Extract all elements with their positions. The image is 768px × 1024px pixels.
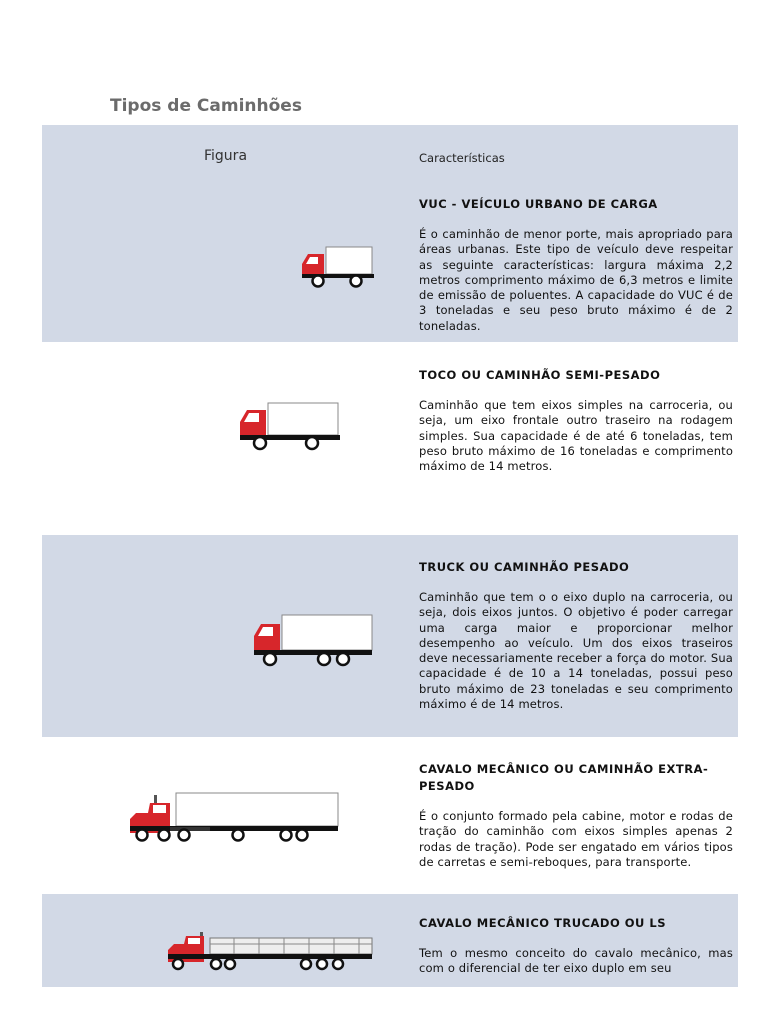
section-heading: TRUCK OU CAMINHÃO PESADO bbox=[419, 560, 630, 574]
section-text: Tem o mesmo conceito do cavalo mecânico, mas com o diferencial de ter eixo duplo em seu bbox=[419, 946, 733, 976]
page-title: Tipos de Caminhões bbox=[110, 96, 302, 116]
flatbed-semi-truck-icon bbox=[164, 930, 378, 974]
section-cavalo-trucado bbox=[419, 915, 733, 977]
section-text: É o conjunto formado pela cabine, motor e rodas de tração do caminhão com eixos simples apenas 2 rodas de tração). Pode ser engatado em vários tipos de carretas e semi-reboques, para transporte. bbox=[419, 809, 733, 869]
section-text: É o caminhão de menor porte, mais apropriado para áreas urbanas. Este tipo de veículo deve respeitar as seguinte características: largura máxima 2,2 metros comprimento máximo de 6,3 metros e limite de emissão de poluentes. A capacidade do VUC é de 3 toneladas e seu peso bruto máximo é de 2 toneladas. bbox=[419, 227, 733, 333]
section-text: Caminhão que tem eixos simples na carroceria, ou seja, um eixo frontale outro traseiro na rodagem simples. Sua capacidade é de até 6 toneladas, tem peso bruto máximo de 16 toneladas e comprimento máximo de 14 metros. bbox=[419, 398, 733, 474]
medium-truck-icon bbox=[236, 402, 342, 452]
section-heading: CAVALO MECÂNICO TRUCADO OU LS bbox=[419, 916, 666, 930]
section-heading: CAVALO MECÂNICO OU CAMINHÃO EXTRA-PESADO bbox=[419, 762, 709, 793]
section-truck bbox=[419, 559, 733, 712]
small-truck-icon bbox=[298, 246, 376, 290]
semi-trailer-truck-icon bbox=[126, 791, 342, 845]
column-header-figure: Figura bbox=[204, 148, 248, 164]
section-text: Caminhão que tem o o eixo duplo na carroceria, ou seja, dois eixos juntos. O objetivo é poder carregar uma carga maior e proporcionar melhor desempenho ao veículo. Um dos eixos traseiros deve necessariamente receber a força do motor. Sua capacidade é de 10 a 14 toneladas, possui peso bruto máximo de 23 toneladas e seu comprimento máximo é de 14 metros. bbox=[419, 590, 733, 712]
section-cavalo-mecanico bbox=[419, 761, 733, 870]
section-toco bbox=[419, 367, 733, 474]
column-header-characteristics: Características bbox=[419, 151, 505, 165]
section-heading: TOCO OU CAMINHÃO SEMI-PESADO bbox=[419, 368, 661, 382]
heavy-truck-icon bbox=[250, 614, 374, 668]
section-vuc bbox=[419, 196, 733, 334]
section-heading: VUC - VEÍCULO URBANO DE CARGA bbox=[419, 197, 658, 211]
